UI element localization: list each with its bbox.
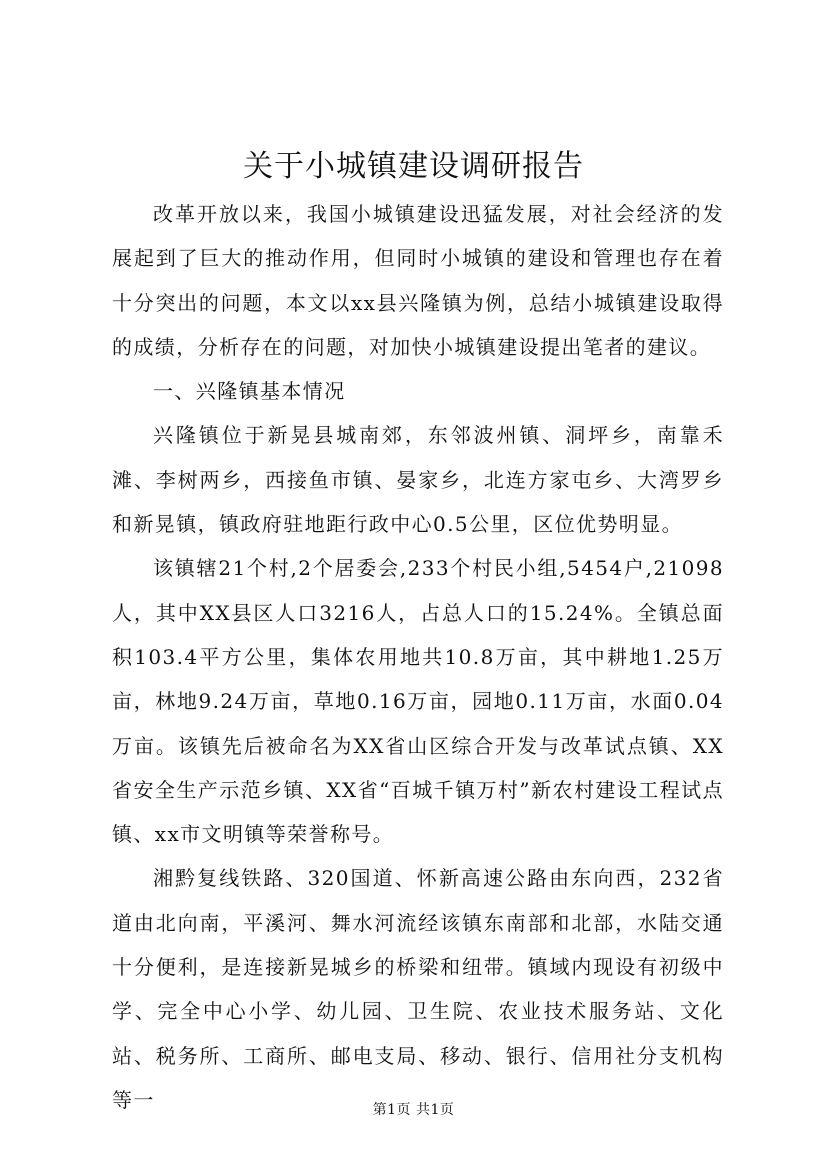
paragraph-statistics: 该镇辖21个村,2个居委会,233个村民小组,5454户,21098人，其中XX县区人口3216人，占总人口的15.24%。全镇总面积103.4平方公里，集体农用地共10.8万亩，其中耕地1.25万亩，林地9.24万亩，草地0.16万亩，园地0.11万亩，水面0.04万亩。该镇先后被命名为XX省山区综合开发与改革试点镇、XX省安全生产示范乡镇、XX省“百城千镇万村”新农村建设工程试点镇、xx市文明镇等荣誉称号。 <box>112 556 724 847</box>
paragraph-location: 兴隆镇位于新晃县城南郊，东邻波州镇、洞坪乡，南靠禾滩、李树两乡，西接鱼市镇、晏家乡，北连方家屯乡、大湾罗乡和新晃镇，镇政府驻地距行政中心0.5公里，区位优势明显。 <box>112 423 724 537</box>
section-heading-basic-info: 一、兴隆镇基本情况 <box>153 379 346 404</box>
paragraph-transport: 湘黔复线铁路、320国道、怀新高速公路由东向西，232省道由北向南，平溪河、舞水河流经该镇东南部和北部，水陆交通十分便利，是连接新晃城乡的桥梁和纽带。镇域内现设有初级中学、完全中心小学、幼儿园、卫生院、农业技术服务站、文化站、税务所、工商所、邮电支局、移动、银行、信用社分支机构等一 <box>112 866 724 1112</box>
document-title: 关于小城镇建设调研报告 <box>243 149 584 184</box>
document-body <box>112 192 724 1122</box>
page-footer: 第1页 共1页 <box>372 1102 455 1118</box>
paragraph-intro: 改革开放以来，我国小城镇建设迅猛发展，对社会经济的发展起到了巨大的推动作用，但同时小城镇的建设和管理也存在着十分突出的问题，本文以xx县兴隆镇为例，总结小城镇建设取得的成绩，分析存在的问题，对加快小城镇建设提出笔者的建议。 <box>112 202 724 359</box>
